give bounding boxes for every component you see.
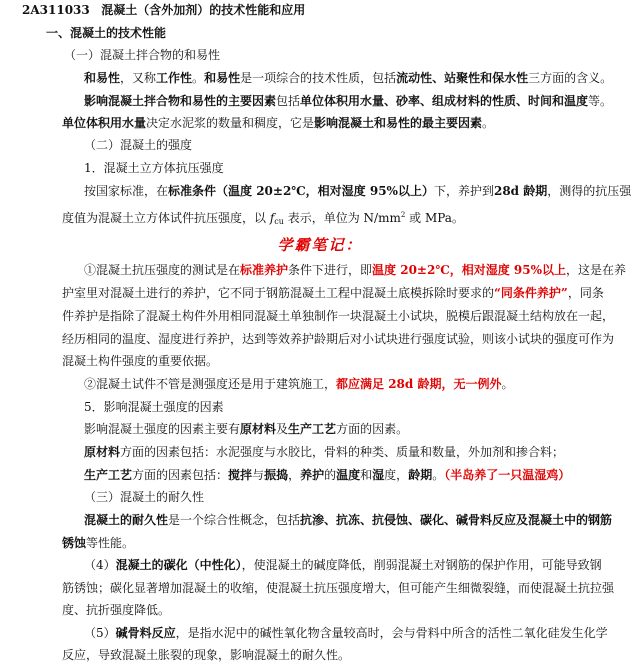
paragraph-strength-symbol: 度值为混凝土立方体试件抗压强度，以 $f_{cu}$ 表示，单位为 $N/mm^2$ 或 MPa。 bbox=[62, 211, 464, 226]
item-cube-strength: 1．混凝土立方体抗压强度 bbox=[84, 161, 224, 175]
note-line-2: 护室里对混凝土进行的养护，它不同于钢筋混凝土工程中混凝土底模拆除时要求的“同条件养护”，同条 bbox=[62, 286, 604, 300]
note-line-5: 混凝土构件强度的重要依据。 bbox=[62, 354, 219, 368]
note-line-4: 经历相同的温度、湿度进行养护，达到等效养护龄期后对小试块进行强度试验，则该小试块的强度可作为 bbox=[62, 332, 615, 346]
strength-symbol: f bbox=[269, 211, 275, 225]
section-code: 2A311033 bbox=[22, 3, 90, 17]
paragraph-durability-cont: 锈蚀等性能。 bbox=[62, 536, 135, 550]
paragraph-raw-materials: 原材料方面的因素包括：水泥强度与水胶比，骨料的种类、质量和数量，外加剂和掺合料； bbox=[84, 445, 565, 459]
paragraph-workability-definition: 和易性，又称工作性。和易性是一项综合的技术性质，包括流动性、站聚性和保水性三方面的含义。 bbox=[84, 71, 613, 85]
note-line-1: ①混凝土抗压强度的测试是在标准养护条件下进行，即温度 20±2℃，相对湿度 95%以上，这是在养 bbox=[84, 263, 627, 277]
paragraph-strength-factors: 影响混凝土强度的因素主要有原材料及生产工艺方面的因素。 bbox=[84, 422, 409, 436]
heading-technical-properties: 一、混凝土的技术性能 bbox=[46, 26, 167, 40]
mnemonic: （半岛养了一只温湿鸡） bbox=[444, 468, 571, 482]
paragraph-water-content: 单位体积用水量决定水泥浆的数量和稠度，它是影响混凝土和易性的最主要因素。 bbox=[62, 116, 495, 130]
paragraph-carbonation-2: 筋锈蚀；碳化显著增加混凝土的收缩，使混凝土抗压强度增大，但可能产生细微裂缝，而使混凝土抗拉强 bbox=[62, 581, 615, 595]
section-header bbox=[22, 2, 305, 19]
subheading-strength: （二）混凝土的强度 bbox=[84, 138, 193, 152]
paragraph-standard-conditions: 按国家标准，在标准条件（温度 20±2℃，相对湿度 95%以上）下，养护到28d 龄期，测得的抗压强 bbox=[84, 184, 632, 198]
paragraph-carbonation-3: 度、抗折强度降低。 bbox=[62, 603, 171, 617]
item-strength-factors: 5．影响混凝土强度的因素 bbox=[84, 400, 224, 414]
note-line-3: 件养护是指除了混凝土构件外用相同混凝土单独制作一块混凝土小试块，脱模后跟混凝土结构放在一起， bbox=[62, 309, 615, 323]
section-title: 混凝土（含外加剂）的技术性能和应用 bbox=[101, 3, 306, 17]
paragraph-alkali-aggregate: （5）碱骨料反应，是指水泥中的碱性氧化物含量较高时，会与骨料中所含的活性二氧化硅发生化学 bbox=[84, 626, 608, 640]
paragraph-workability-factors: 影响混凝土拌合物和易性的主要因素包括单位体积用水量、砂率、组成材料的性质、时间和温度等。 bbox=[84, 94, 613, 108]
subheading-durability: （三）混凝土的耐久性 bbox=[84, 490, 205, 504]
subheading-workability: （一）混凝土拌合物的和易性 bbox=[64, 48, 221, 62]
paragraph-production-process: 生产工艺方面的因素包括：搅拌与振捣，养护的温度和湿度，龄期。（半岛养了一只温湿鸡） bbox=[84, 468, 571, 482]
paragraph-durability: 混凝土的耐久性是一个综合性概念，包括抗渗、抗冻、抗侵蚀、碳化、碱骨料反应及混凝土中的钢筋 bbox=[84, 513, 613, 527]
paragraph-carbonation: （4）混凝土的碳化（中性化），使混凝土的碱度降低，削弱混凝土对钢筋的保护作用，可能导致钢 bbox=[84, 558, 602, 572]
paragraph-alkali-aggregate-2: 反应，导致混凝土胀裂的现象，影响混凝土的耐久性。 bbox=[62, 648, 351, 662]
study-note-title: 学霸笔记： bbox=[277, 236, 363, 254]
note-line-6: ②混凝土试件不管是测强度还是用于建筑施工，都应满足 28d 龄期，无一例外。 bbox=[84, 377, 514, 391]
